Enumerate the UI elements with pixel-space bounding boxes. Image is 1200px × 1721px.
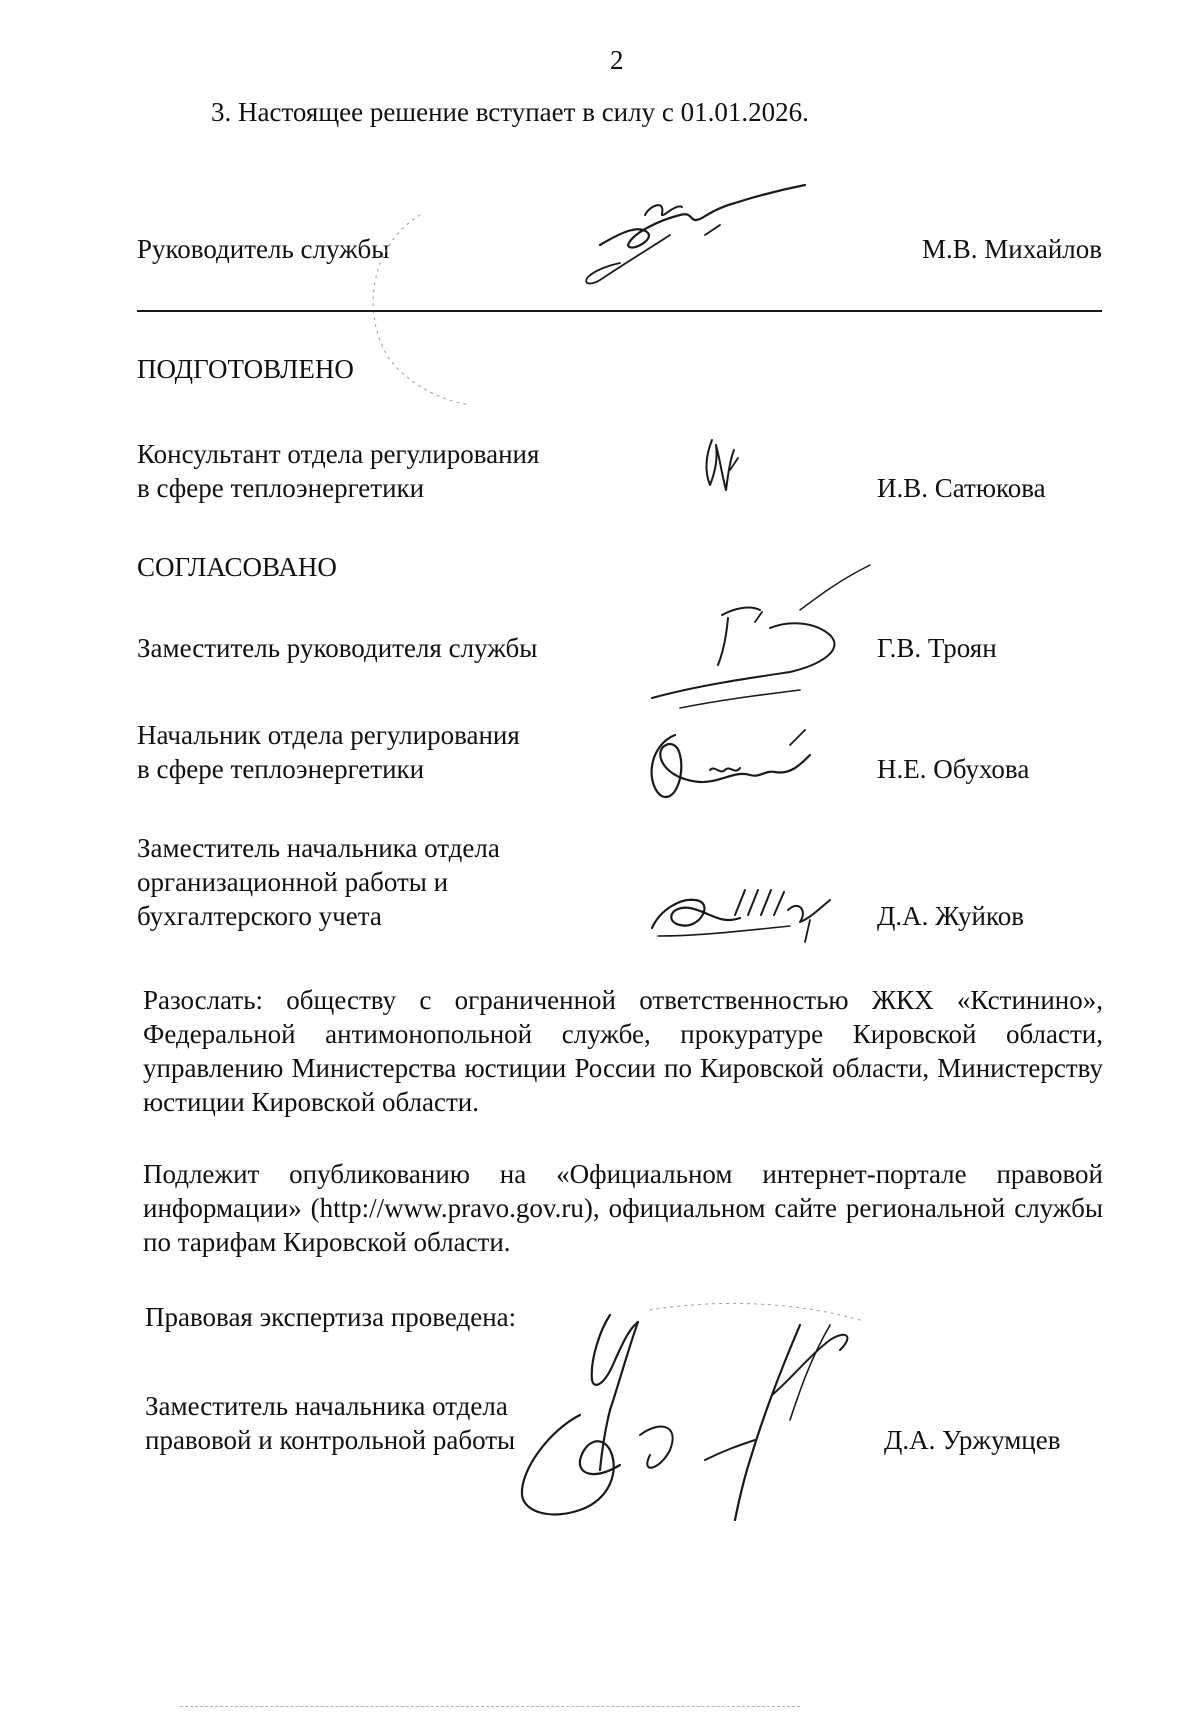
agreed-signer-2-position-line1: Начальник отдела регулирования <box>137 720 520 750</box>
head-position: Руководитель службы <box>137 234 390 264</box>
prepared-heading: ПОДГОТОВЛЕНО <box>137 354 354 384</box>
page-number: 2 <box>610 45 624 75</box>
agreed-signer-3-position-line2: организационной работы и <box>137 867 449 897</box>
agreed-signer-1-position: Заместитель руководителя службы <box>137 633 538 663</box>
head-name: М.В. Михайлов <box>921 234 1102 264</box>
distribution-list: Разослать: обществу с ограниченной ответственностью ЖКХ «Кстинино», Федеральной антимонопольной службе, прокуратуре Кировской области, управлению Министерства юстиции России по Кировской области, Министерству юстиции Кировской области. <box>143 985 1103 1117</box>
clause-3: 3. Настоящее решение вступает в силу с 01.01.2026. <box>211 97 809 127</box>
prepared-name: И.В. Сатюкова <box>877 473 1046 503</box>
publication-note: Подлежит опубликованию на «Официальном интернет-портале правовой информации» (http://www.pravo.gov.ru), официальном сайте региональной службы по тарифам Кировской области. <box>143 1159 1103 1257</box>
prepared-position-line1: Консультант отдела регулирования <box>137 439 540 469</box>
legal-name: Д.А. Уржумцев <box>884 1425 1061 1455</box>
agreed-signer-3-signature <box>640 870 850 950</box>
prepared-position-line2: в сфере теплоэнергетики <box>137 473 425 503</box>
legal-position-line1: Заместитель начальника отдела <box>145 1391 508 1421</box>
agreed-signer-3-position-line3: бухгалтерского учета <box>137 901 382 931</box>
agreed-signer-1-name: Г.В. Троян <box>877 633 997 663</box>
agreed-signer-1-signature <box>640 560 880 710</box>
head-signature <box>570 185 850 295</box>
legal-position-line2: правовой и контрольной работы <box>145 1425 516 1455</box>
agreed-signer-2-signature <box>640 720 830 810</box>
legal-signature <box>510 1300 870 1530</box>
agreed-heading: СОГЛАСОВАНО <box>137 552 337 582</box>
agreed-signer-2-position-line2: в сфере теплоэнергетики <box>137 754 425 784</box>
prepared-signature <box>700 430 750 510</box>
agreed-signer-3-name: Д.А. Жуйков <box>877 901 1024 931</box>
separator-line <box>137 310 1102 312</box>
agreed-signer-3-position-line1: Заместитель начальника отдела <box>137 833 500 863</box>
page-bottom-mark <box>180 1706 800 1707</box>
legal-review-heading: Правовая экспертиза проведена: <box>145 1302 517 1332</box>
agreed-signer-2-name: Н.Е. Обухова <box>877 754 1030 784</box>
